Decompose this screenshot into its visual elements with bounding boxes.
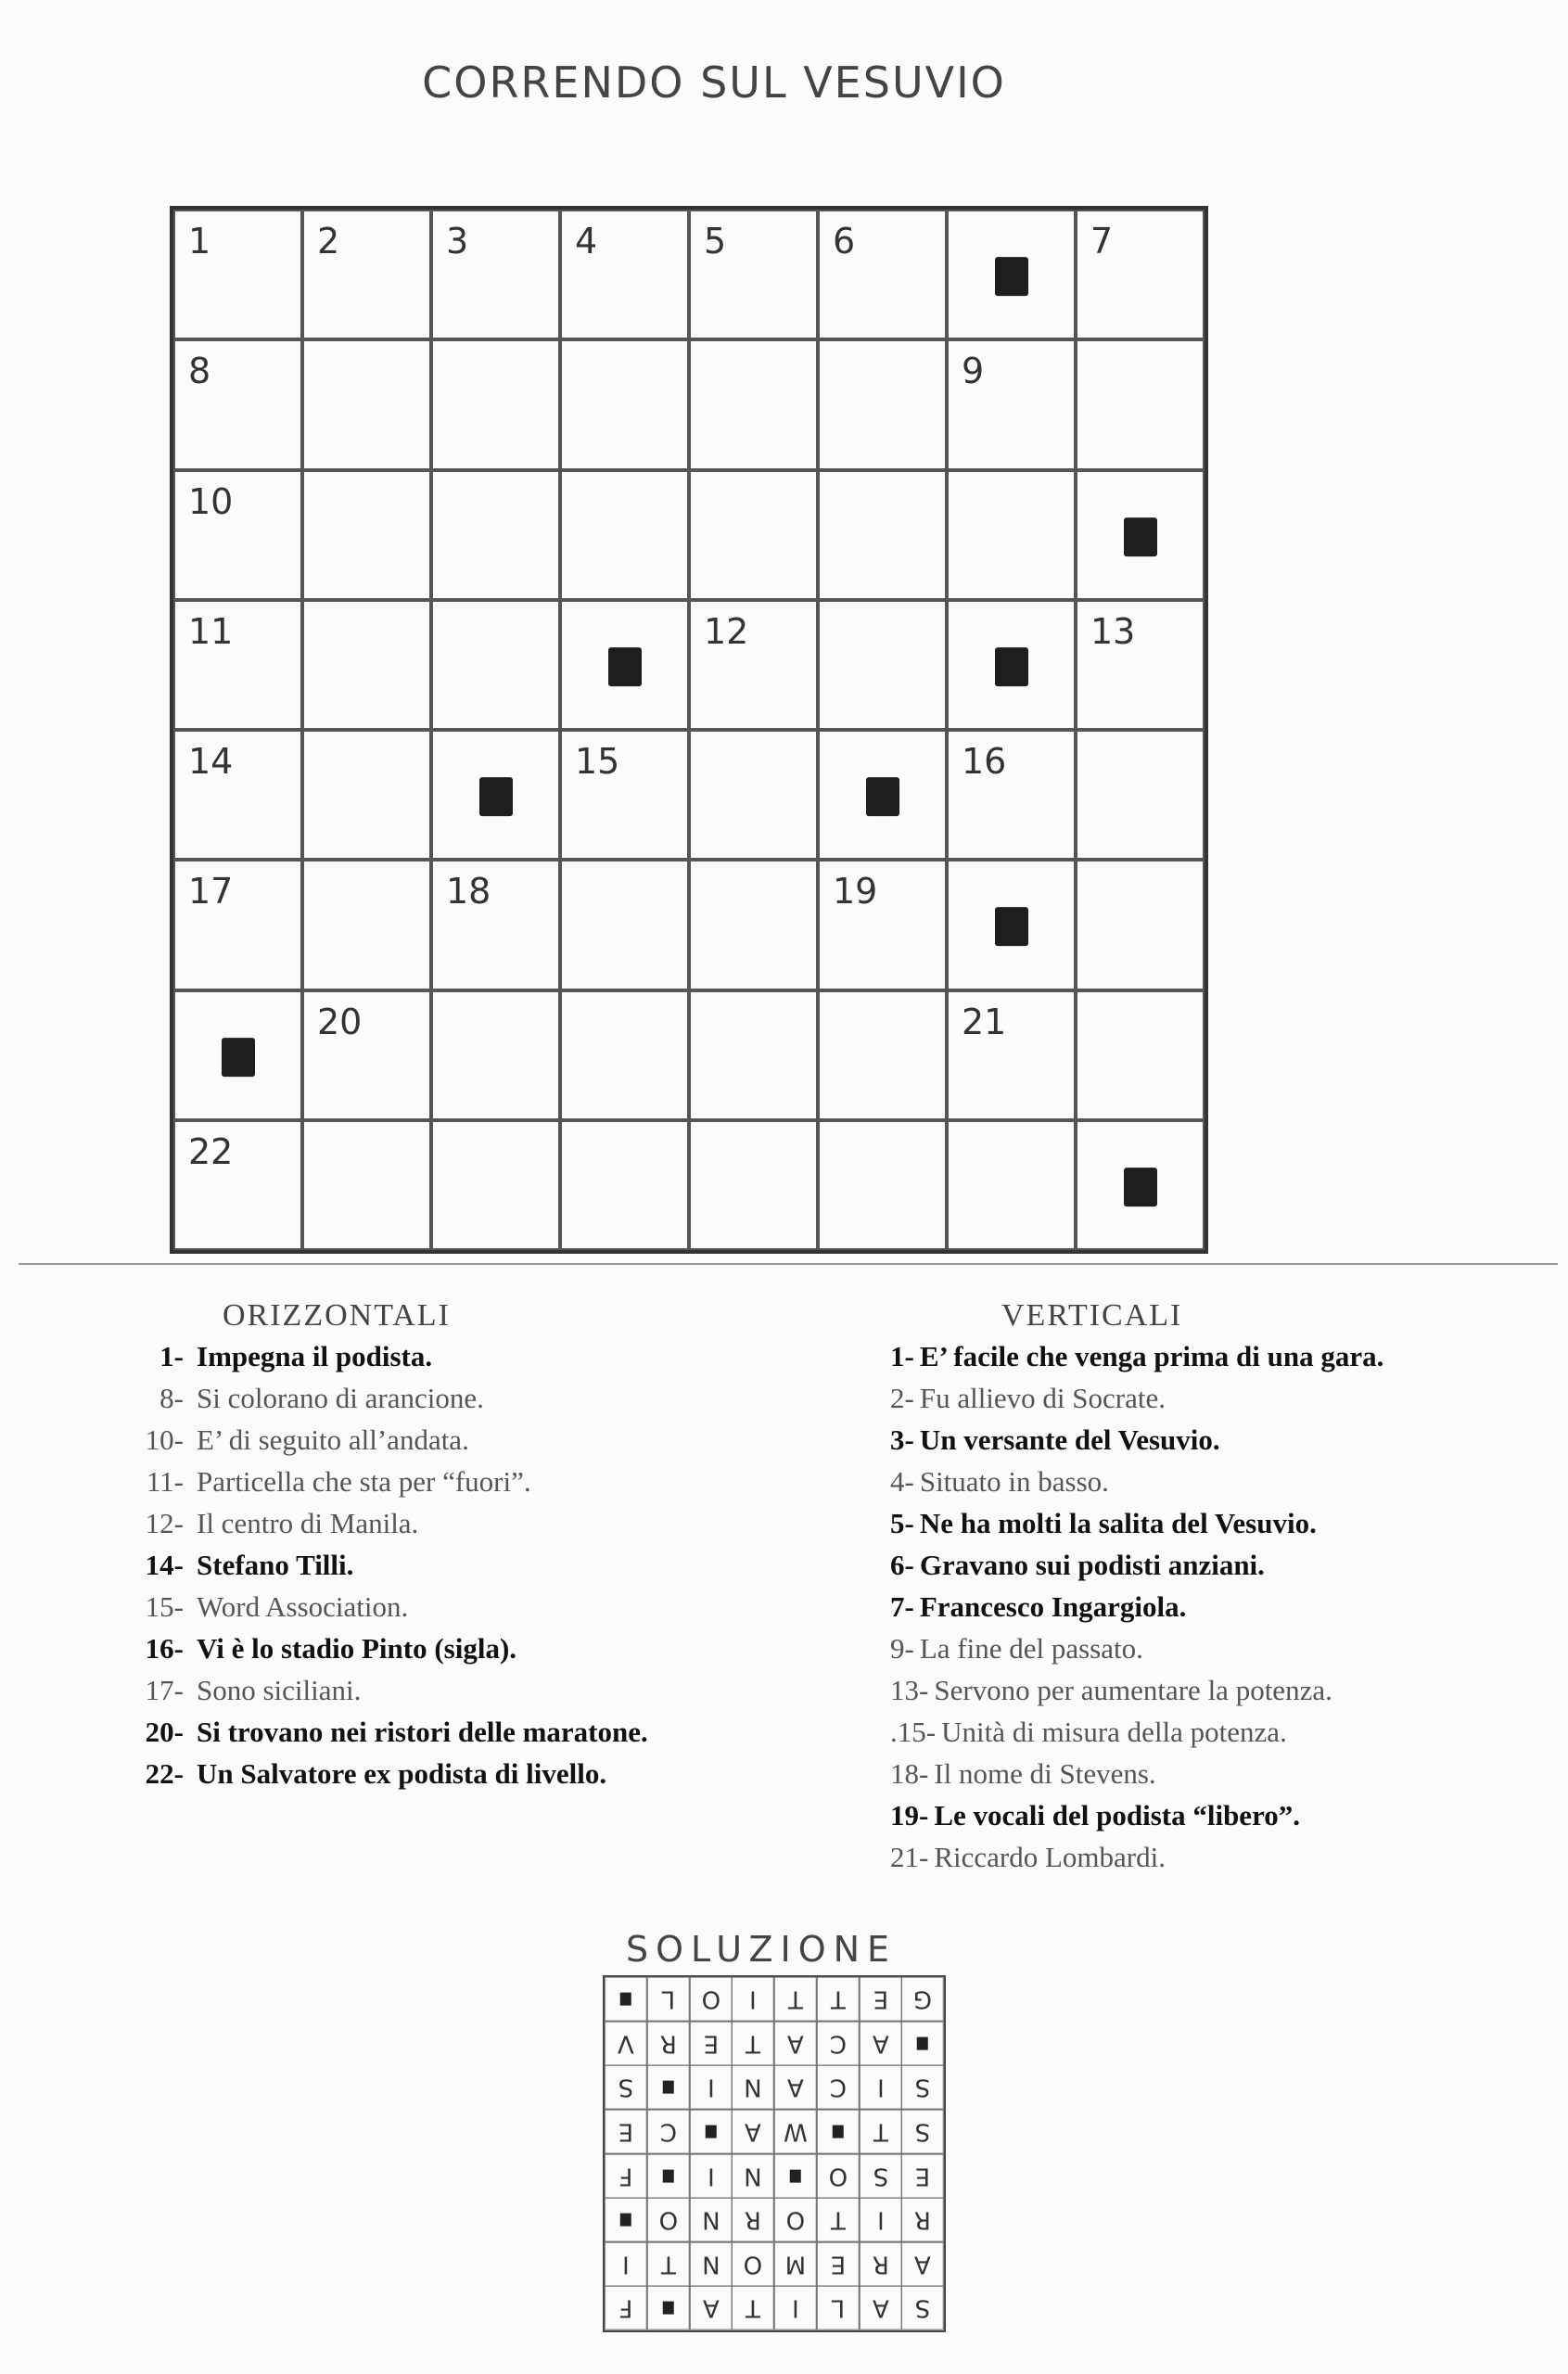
clue-number: 15- [145, 1590, 184, 1623]
grid-cell [1076, 600, 1205, 730]
grid-cell [1076, 210, 1205, 339]
solution-letter: E [690, 2022, 733, 2066]
cell-number: 8 [188, 351, 211, 392]
black-cell [947, 210, 1076, 339]
solution-letter: F [605, 2286, 647, 2330]
clue [890, 1335, 1383, 1377]
grid-cell [560, 860, 689, 989]
cell-number: 13 [1090, 610, 1136, 652]
cell-number: 19 [833, 871, 878, 913]
horizontal-clues [111, 1335, 648, 1794]
clue [890, 1753, 1383, 1794]
clue-text: Un Salvatore ex podista di livello. [197, 1757, 607, 1790]
solution-letter: A [774, 2022, 817, 2066]
clue-text: Impegna il podista. [197, 1340, 433, 1372]
solution-black-cell [647, 2065, 690, 2110]
clue-number: 6- [890, 1549, 914, 1581]
solution-letter: R [901, 2198, 944, 2242]
clue-text: Particella che sta per “fuori”. [197, 1465, 531, 1498]
solution-letter: A [860, 2286, 902, 2330]
solution-letter: E [605, 2110, 647, 2154]
clue [111, 1753, 648, 1794]
clue [111, 1586, 648, 1627]
clue-number: 7- [890, 1590, 914, 1623]
solution-letter: I [774, 2286, 817, 2330]
grid-cell [689, 1120, 818, 1250]
clue-text: La fine del passato. [919, 1632, 1143, 1665]
solution-letter: N [732, 2065, 774, 2110]
solution-letter: N [732, 2154, 774, 2199]
grid-cell [818, 990, 947, 1120]
clue-number: 2- [890, 1382, 914, 1414]
solution-letter: C [647, 2110, 690, 2154]
solution-black-cell [774, 2154, 817, 2199]
cell-number: 18 [446, 871, 491, 913]
grid-cell [818, 470, 947, 600]
solution-black-cell [647, 2154, 690, 2199]
grid-cell [689, 730, 818, 860]
solution-letter: I [690, 2154, 733, 2199]
solution-letter: O [647, 2198, 690, 2242]
cell-number: 15 [575, 741, 620, 782]
solution-letter: R [647, 2022, 690, 2066]
grid-cell [431, 990, 560, 1120]
horizontal-heading: ORIZZONTALI [223, 1298, 451, 1333]
grid-cell [173, 339, 302, 469]
clue [111, 1377, 648, 1419]
solution-letter: A [860, 2022, 902, 2066]
solution-letter: I [605, 2242, 647, 2287]
solution-letter: C [817, 2065, 860, 2110]
black-cell [1076, 1120, 1205, 1250]
grid-cell [947, 730, 1076, 860]
solution-letter: I [860, 2065, 902, 2110]
grid-cell [947, 470, 1076, 600]
clue-text: Il nome di Stevens. [934, 1757, 1156, 1790]
grid-cell [689, 600, 818, 730]
grid-cell [818, 339, 947, 469]
clue [111, 1669, 648, 1711]
crossword-grid [170, 206, 1208, 1254]
clue [111, 1461, 648, 1502]
clue [890, 1711, 1383, 1753]
clue-text: Word Association. [197, 1590, 409, 1623]
cell-number: 16 [962, 741, 1007, 782]
clue-number: 17- [145, 1674, 184, 1706]
grid-cell [302, 1120, 431, 1250]
grid-cell [431, 470, 560, 600]
cell-number: 5 [704, 221, 727, 262]
solution-grid [603, 1975, 946, 2332]
solution-letter: C [817, 2022, 860, 2066]
solution-letter: I [860, 2198, 902, 2242]
cell-number: 20 [317, 1001, 363, 1042]
clue [111, 1502, 648, 1544]
page-title: CORRENDO SUL VESUVIO [422, 57, 1006, 108]
clue-number: 11- [146, 1465, 184, 1498]
solution-letter: W [774, 2110, 817, 2154]
cell-number: 21 [962, 1001, 1007, 1042]
cell-number: 6 [833, 221, 856, 262]
clue-text: Fu allievo di Socrate. [919, 1382, 1166, 1414]
clue [890, 1544, 1383, 1586]
solution-black-cell [817, 2110, 860, 2154]
vertical-heading: VERTICALI [1001, 1298, 1183, 1333]
solution-letter: A [690, 2286, 733, 2330]
clue-number: 20- [145, 1716, 184, 1748]
clue [890, 1419, 1383, 1461]
solution-letter: S [901, 2110, 944, 2154]
solution-letter: M [774, 2242, 817, 2287]
divider [19, 1263, 1558, 1265]
solution-letter: O [732, 2242, 774, 2287]
solution-letter: E [901, 2154, 944, 2199]
clue-text: Ne ha molti la salita del Vesuvio. [919, 1507, 1317, 1539]
clue-number: 8- [159, 1382, 184, 1414]
grid-cell [560, 730, 689, 860]
clue [111, 1711, 648, 1753]
grid-cell [431, 210, 560, 339]
cell-number: 1 [188, 221, 211, 262]
cell-number: 22 [188, 1130, 234, 1172]
clue-text: Gravano sui podisti anziani. [919, 1549, 1265, 1581]
clue-text: Le vocali del podista “libero”. [934, 1799, 1301, 1832]
grid-cell [173, 1120, 302, 1250]
solution-letter: E [860, 1977, 902, 2022]
grid-cell [818, 210, 947, 339]
grid-cell [560, 1120, 689, 1250]
solution-letter: N [690, 2242, 733, 2287]
grid-cell [173, 210, 302, 339]
solution-letter: O [817, 2154, 860, 2199]
grid-cell [302, 339, 431, 469]
clue-text: Unità di misura della potenza. [941, 1716, 1287, 1748]
clue [111, 1627, 648, 1669]
clue-text: Il centro di Manila. [197, 1507, 419, 1539]
clue [890, 1794, 1383, 1836]
black-cell [431, 730, 560, 860]
grid-cell [302, 990, 431, 1120]
solution-letter: R [860, 2242, 902, 2287]
black-cell [560, 600, 689, 730]
cell-number: 4 [575, 221, 598, 262]
clue-number: 10- [145, 1423, 184, 1456]
grid-cell [431, 1120, 560, 1250]
solution-letter: R [732, 2198, 774, 2242]
grid-cell [689, 860, 818, 989]
vertical-clues [890, 1335, 1383, 1878]
solution-letter: G [901, 1977, 944, 2022]
solution-letter: V [605, 2022, 647, 2066]
clue-number: 14- [145, 1549, 184, 1581]
solution-letter: I [732, 1977, 774, 2022]
black-cell [818, 730, 947, 860]
grid-cell [173, 860, 302, 989]
clue [890, 1461, 1383, 1502]
clue-number: 18- [890, 1757, 929, 1790]
grid-cell [302, 860, 431, 989]
solution-letter: A [774, 2065, 817, 2110]
solution-letter: S [901, 2065, 944, 2110]
solution-black-cell [901, 2022, 944, 2066]
grid-cell [302, 470, 431, 600]
grid-cell [560, 470, 689, 600]
grid-cell [173, 730, 302, 860]
solution-heading: SOLUZIONE [626, 1929, 898, 1970]
clue-number: 22- [145, 1757, 184, 1790]
solution-letter: L [817, 2286, 860, 2330]
clue-number: 12- [145, 1507, 184, 1539]
cell-number: 11 [188, 610, 234, 652]
grid-cell [947, 1120, 1076, 1250]
clue-number: 9- [890, 1632, 914, 1665]
grid-cell [947, 990, 1076, 1120]
grid-cell [431, 339, 560, 469]
clue [890, 1669, 1383, 1711]
cell-number: 10 [188, 480, 234, 522]
black-cell [173, 990, 302, 1120]
clue [111, 1335, 648, 1377]
solution-letter: S [901, 2286, 944, 2330]
grid-cell [560, 339, 689, 469]
solution-black-cell [690, 2110, 733, 2154]
solution-letter: N [690, 2198, 733, 2242]
clue [890, 1627, 1383, 1669]
clue-number: 4- [890, 1465, 914, 1498]
grid-cell [947, 339, 1076, 469]
solution-letter: L [647, 1977, 690, 2022]
solution-letter: S [605, 2065, 647, 2110]
grid-cell [560, 990, 689, 1120]
grid-cell [689, 339, 818, 469]
black-cell [947, 600, 1076, 730]
grid-cell [173, 600, 302, 730]
grid-cell [560, 210, 689, 339]
solution-letter: O [690, 1977, 733, 2022]
grid-cell [173, 470, 302, 600]
clue-number: .15- [890, 1716, 937, 1748]
cell-number: 14 [188, 741, 234, 782]
grid-cell [689, 210, 818, 339]
clue [890, 1502, 1383, 1544]
clue [890, 1836, 1383, 1878]
clue-number: 1- [890, 1340, 914, 1372]
grid-cell [431, 600, 560, 730]
solution-letter: I [690, 2065, 733, 2110]
grid-cell [689, 990, 818, 1120]
solution-letter: O [774, 2198, 817, 2242]
cell-number: 2 [317, 221, 340, 262]
solution-letter: S [860, 2154, 902, 2199]
cell-number: 12 [704, 610, 749, 652]
cell-number: 3 [446, 221, 469, 262]
clue-number: 13- [890, 1674, 929, 1706]
solution-black-cell [605, 1977, 647, 2022]
clue-number: 21- [890, 1841, 929, 1873]
grid-cell [302, 730, 431, 860]
grid-cell [689, 470, 818, 600]
grid-cell [1076, 339, 1205, 469]
clue [890, 1586, 1383, 1627]
clue [111, 1419, 648, 1461]
cell-number: 17 [188, 871, 234, 913]
solution-letter: T [860, 2110, 902, 2154]
solution-letter: E [817, 2242, 860, 2287]
clue-number: 1- [159, 1340, 184, 1372]
solution-black-cell [605, 2198, 647, 2242]
grid-cell [302, 600, 431, 730]
cell-number: 7 [1090, 221, 1114, 262]
clue-text: Riccardo Lombardi. [934, 1841, 1166, 1873]
grid-cell [1076, 990, 1205, 1120]
clue-number: 3- [890, 1423, 914, 1456]
grid-cell [818, 1120, 947, 1250]
solution-letter: T [732, 2286, 774, 2330]
clue-text: Un versante del Vesuvio. [919, 1423, 1220, 1456]
solution-letter: T [647, 2242, 690, 2287]
grid-cell [1076, 730, 1205, 860]
clue-text: Stefano Tilli. [197, 1549, 354, 1581]
solution-letter: T [817, 1977, 860, 2022]
solution-letter: T [817, 2198, 860, 2242]
clue-number: 5- [890, 1507, 914, 1539]
clue-text: Francesco Ingargiola. [919, 1590, 1187, 1623]
clue-text: E’ facile che venga prima di una gara. [919, 1340, 1384, 1372]
solution-black-cell [647, 2286, 690, 2330]
cell-number: 9 [962, 351, 985, 392]
clue-text: Situato in basso. [919, 1465, 1109, 1498]
clue-text: Si trovano nei ristori delle maratone. [197, 1716, 648, 1748]
black-cell [1076, 470, 1205, 600]
grid-cell [1076, 860, 1205, 989]
clue-number: 16- [145, 1632, 184, 1665]
clue-text: E’ di seguito all’andata. [197, 1423, 469, 1456]
grid-cell [302, 210, 431, 339]
clue [111, 1544, 648, 1586]
solution-letter: T [774, 1977, 817, 2022]
grid-cell [431, 860, 560, 989]
solution-letter: A [901, 2242, 944, 2287]
black-cell [947, 860, 1076, 989]
solution-letter: T [732, 2022, 774, 2066]
clue-text: Si colorano di arancione. [197, 1382, 484, 1414]
clue [890, 1377, 1383, 1419]
clue-text: Sono siciliani. [197, 1674, 362, 1706]
grid-cell [818, 600, 947, 730]
solution-letter: F [605, 2154, 647, 2199]
clue-text: Servono per aumentare la potenza. [934, 1674, 1332, 1706]
clue-text: Vi è lo stadio Pinto (sigla). [197, 1632, 517, 1665]
grid-cell [818, 860, 947, 989]
clue-number: 19- [890, 1799, 929, 1832]
solution-letter: A [732, 2110, 774, 2154]
